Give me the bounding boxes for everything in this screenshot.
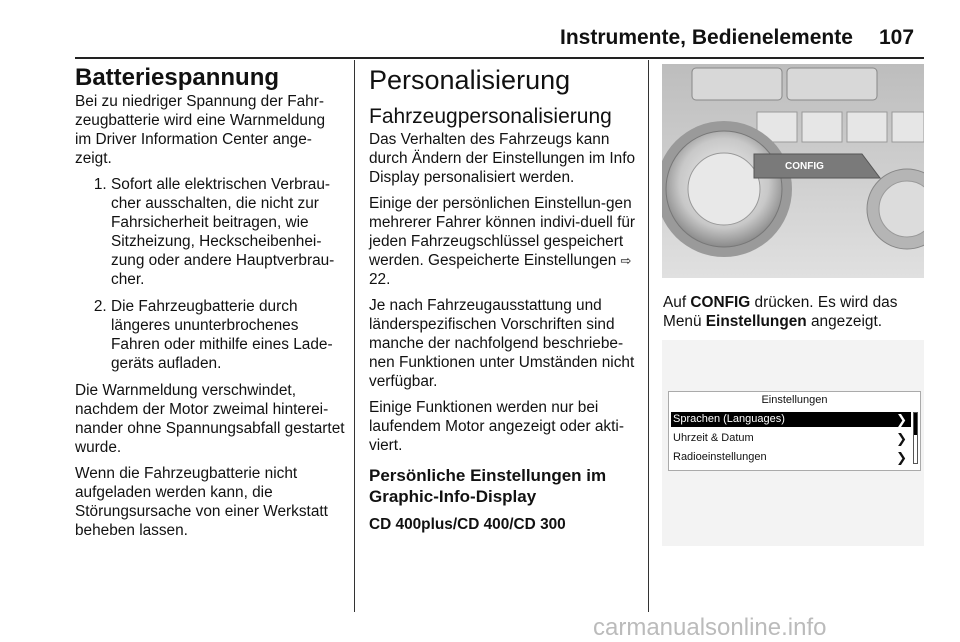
menu-item-radio-settings[interactable] xyxy=(671,450,911,465)
para-2-text: Einige der persönlichen Einstellun-gen mehrerer Fahrer können indivi-duell für jeden Fahrzeugschlüssel gespeichert werden. Gespeicherte Einstellungen xyxy=(369,195,636,269)
config-caption xyxy=(663,293,925,331)
battery-steps xyxy=(75,175,345,373)
subheading-vehicle-personalization: Fahrzeugpersonalisierung xyxy=(369,105,612,128)
list-item: 2. Die Fahrzeugbatterie durch längeres ununterbrochenes Fahren oder mithilfe eines Lade-geräts aufladen. xyxy=(111,297,345,373)
scrollbar-thumb[interactable] xyxy=(914,413,917,435)
battery-intro: Bei zu niedriger Spannung der Fahr-zeugbatterie wird eine Warnmeldung im Driver Information Center ange-zeigt. xyxy=(75,93,326,167)
header-divider xyxy=(75,57,924,59)
battery-para-2: Wenn die Fahrzeugbatterie nicht aufgeladen werden kann, die Störungsursache von einer Werkstatt beheben lassen. xyxy=(75,465,328,539)
battery-para-1: Die Warnmeldung verschwindet, nachdem der Motor zweimal hinterei-nander ohne Spannungsabfall gestartet wurde. xyxy=(75,382,345,456)
column-divider-right xyxy=(648,60,649,612)
chevron-right-icon: ❯ xyxy=(896,450,907,465)
settings-menu-screen xyxy=(668,391,921,471)
personalization-para-2 xyxy=(369,194,637,289)
caption-mid: drücken. Es wird das Menü xyxy=(663,294,898,330)
page-header-title: Instrumente, Bedienelemente xyxy=(560,26,853,49)
menu-scrollbar[interactable] xyxy=(913,412,918,464)
subheading-personal-settings: Persönliche Einstellungen im Graphic-Info-Display xyxy=(369,466,607,506)
column-divider-left xyxy=(354,60,355,612)
config-button-label: CONFIG xyxy=(785,161,824,172)
reference-arrow-icon: ⇨ xyxy=(620,253,632,268)
middle-column xyxy=(369,64,637,534)
section-heading-personalization: Personalisierung xyxy=(369,65,571,95)
chevron-right-icon: ❯ xyxy=(896,431,907,446)
menu-item-languages[interactable] xyxy=(671,412,911,427)
list-item: 1. Sofort alle elektrischen Verbrau-cher ausschalten, die nicht zur Fahrsicherheit beitragen, wie Sitzheizung, Heckscheibenhei-zung oder andere Hauptverbrau-cher. xyxy=(111,175,345,289)
chevron-right-icon: ❯ xyxy=(896,412,907,427)
personalization-para-1: Das Verhalten des Fahrzeugs kann durch Ändern der Einstellungen im Info Display personalisiert werden. xyxy=(369,131,636,186)
menu-item-time-date[interactable] xyxy=(671,431,911,446)
config-button-photo xyxy=(662,64,924,278)
personalization-para-3: Je nach Fahrzeugausstattung und länderspezifischen Vorschriften sind manche der nachfolgend beschriebe-nen Funktionen unter Umständen nicht verfügbar. xyxy=(369,297,635,390)
caption-settings: Einstellungen xyxy=(705,313,807,330)
section-heading-battery: Batteriespannung xyxy=(75,64,280,91)
reference-page: 22. xyxy=(369,271,391,288)
menu-item-label: Radioeinstellungen xyxy=(673,451,767,463)
settings-menu-title: Einstellungen xyxy=(761,394,828,406)
radio-models: CD 400plus/CD 400/CD 300 xyxy=(369,516,566,533)
menu-item-label: Sprachen (Languages) xyxy=(673,413,785,425)
watermark: carmanualsonline.info xyxy=(593,614,827,641)
page-number: 107 xyxy=(879,26,915,49)
caption-prefix: Auf xyxy=(663,294,687,311)
caption-suffix: angezeigt. xyxy=(810,313,882,330)
left-column xyxy=(75,64,345,547)
personalization-para-4: Einige Funktionen werden nur bei laufendem Motor angezeigt oder akti-viert. xyxy=(369,399,624,454)
caption-config: CONFIG xyxy=(690,294,751,311)
menu-item-label: Uhrzeit & Datum xyxy=(673,432,754,444)
